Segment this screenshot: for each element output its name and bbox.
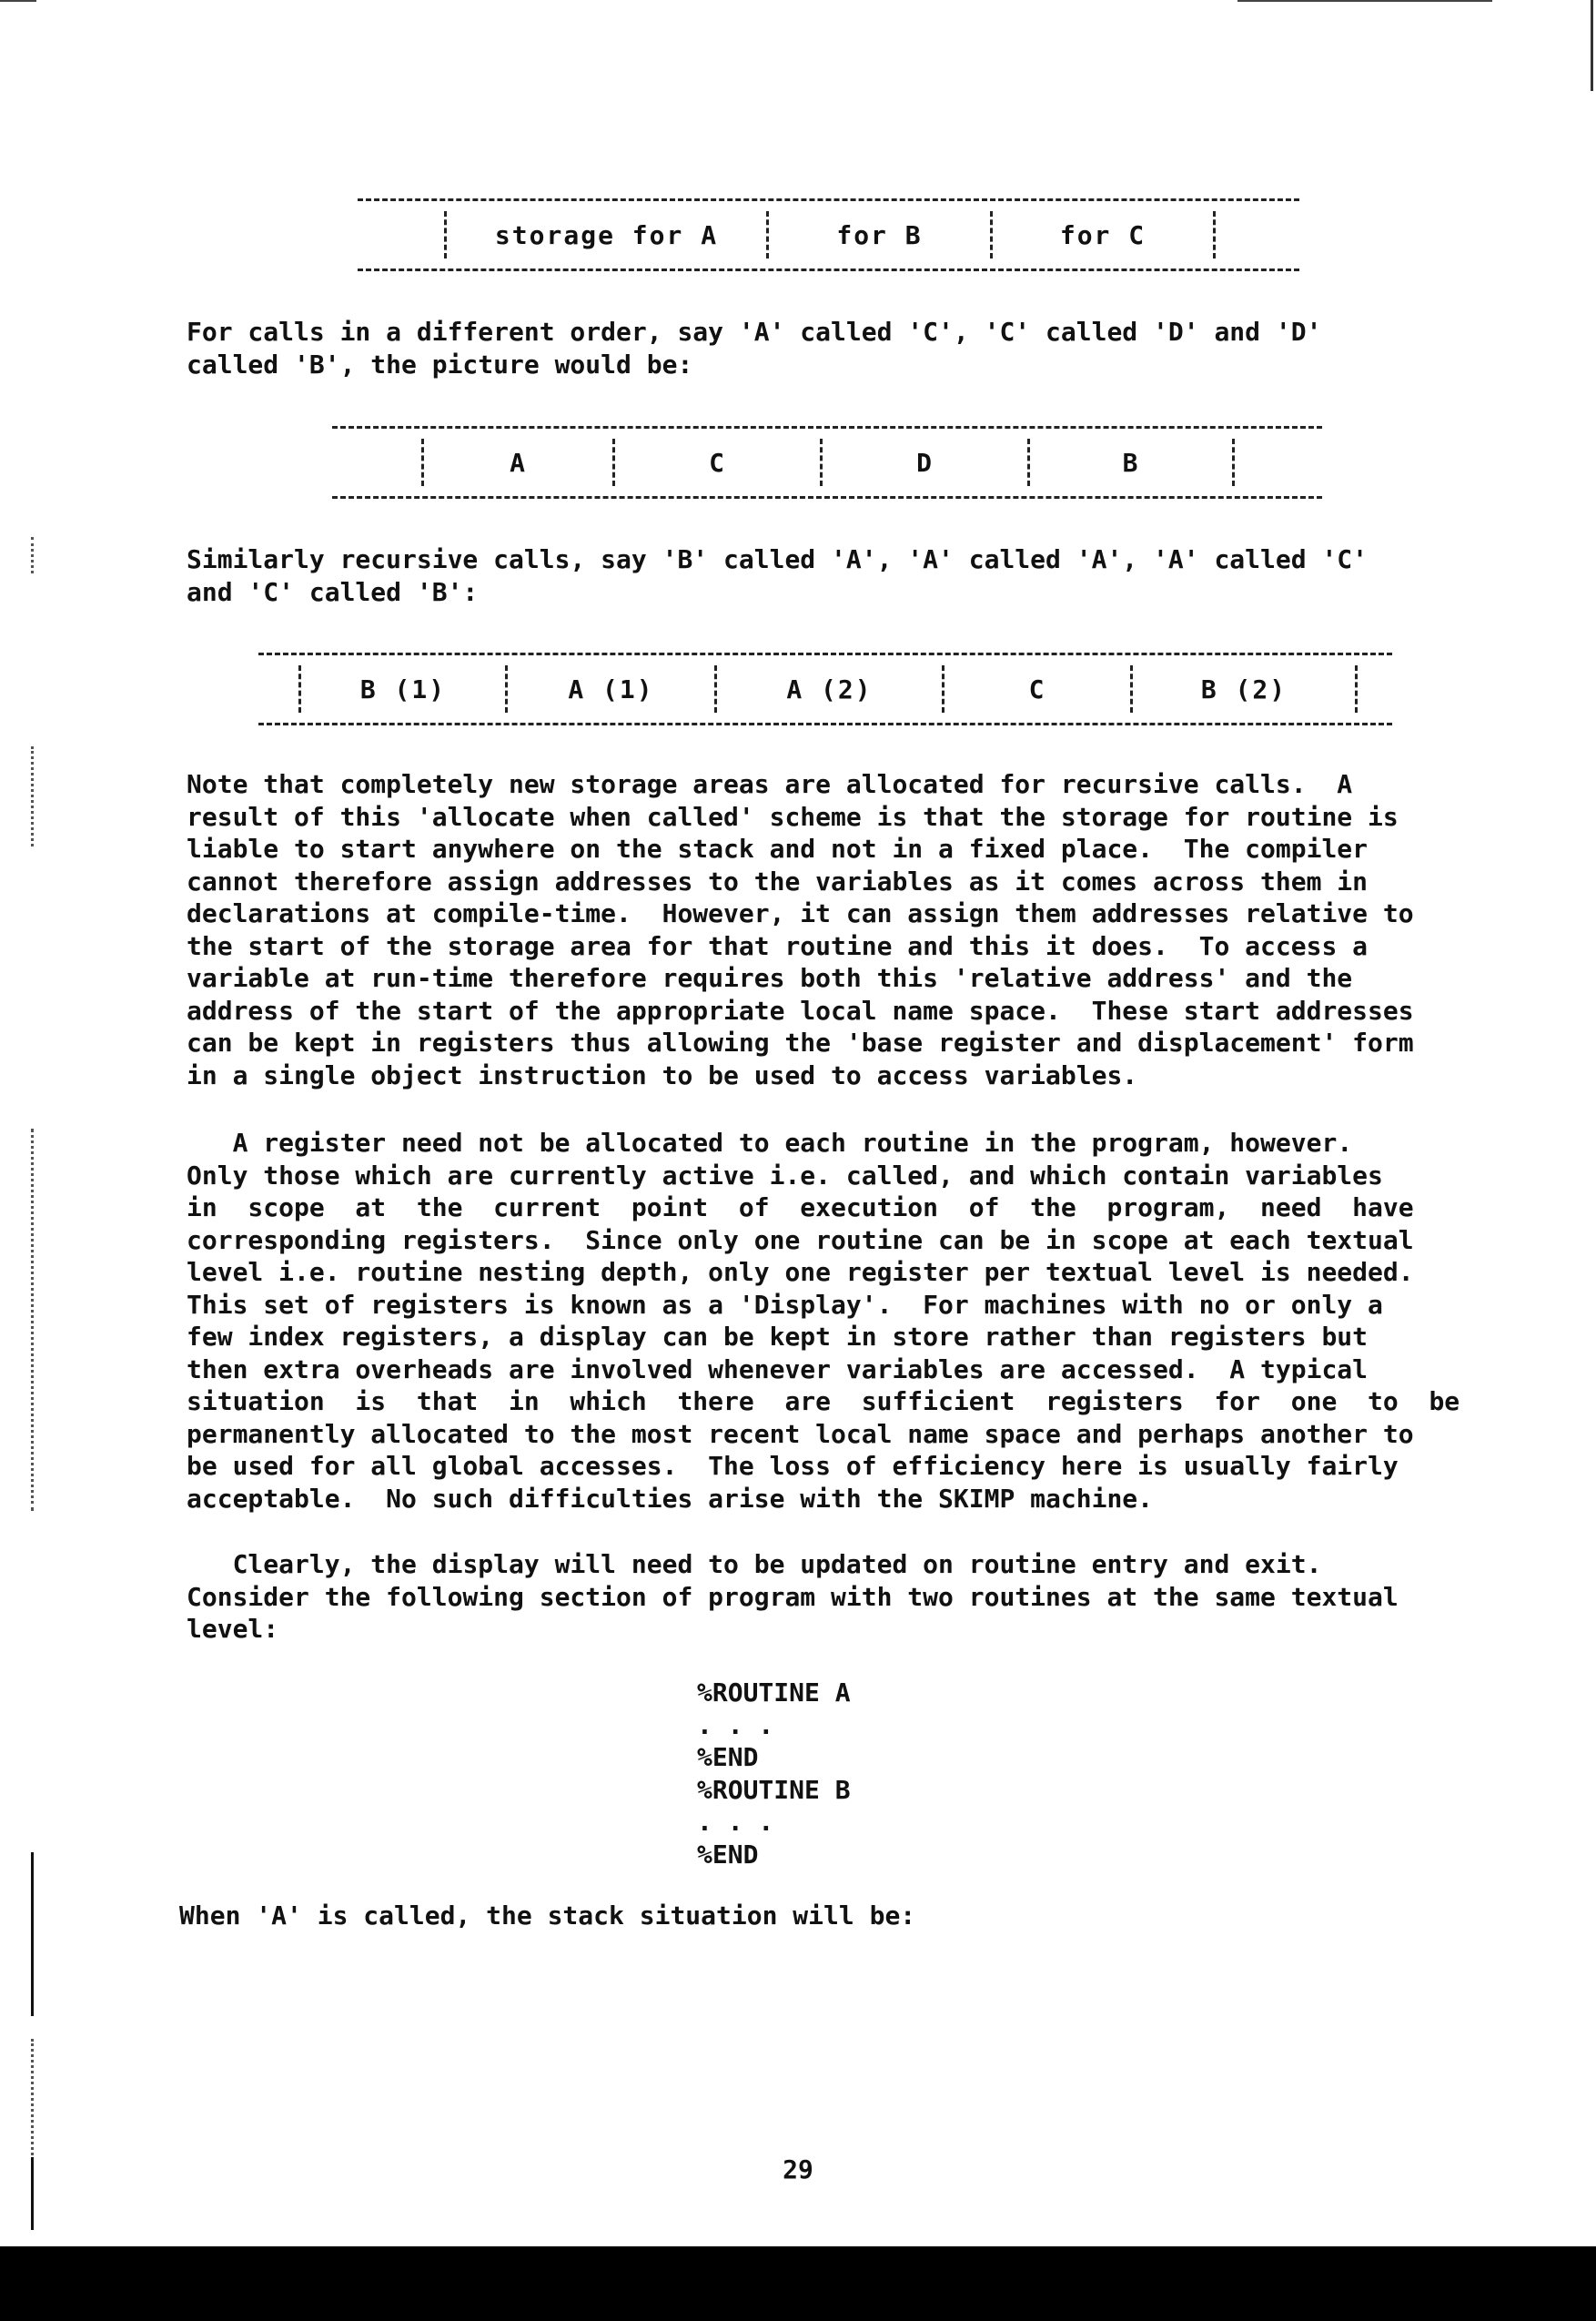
diagram-rule xyxy=(358,269,1299,271)
code-line: . . . xyxy=(697,1709,774,1740)
paragraph-text: A register need not be allocated to each routine in the program, however. Only those which are currently active i.e. called, and which contain variables in scope at the current point of execution of the program, need have corresponding registers. Since only one routine can be in scope at each textual level i.e. routine nesting depth, only one register per textual level is needed. This set of registers is known as a 'Display'. For machines with no or only a few index registers, a display can be kept in store rather than registers but then extra overheads are involved whenever variables are accessed. A typical situation is that in which there are sufficient registers for one to be permanently allocated to the most recent local name space and perhaps another to be used for all global accesses. The loss of efficiency here is usually fairly acceptable. No such difficulties arise with the SKIMP machine. xyxy=(187,1128,1460,1514)
stack-cell: B xyxy=(1027,439,1235,486)
paragraph-text: Clearly, the display will need to be updated on routine entry and exit. Consider the following section of program with two routines at the same textual level: xyxy=(187,1549,1399,1644)
code-line: %END xyxy=(697,1742,759,1772)
page-number: 29 xyxy=(783,2154,813,2184)
margin-mark xyxy=(31,746,34,846)
paragraph-text: For calls in a different order, say 'A' called 'C', 'C' called 'D' and 'D' called 'B', the picture would be: xyxy=(187,317,1322,380)
stack-cell: for B xyxy=(766,211,990,258)
code-listing xyxy=(697,1677,851,1870)
paragraph xyxy=(187,768,1465,1091)
margin-mark xyxy=(31,537,34,573)
paragraph-text: Similarly recursive calls, say 'B' called 'A', 'A' called 'A', 'A' called 'C' and 'C' called 'B': xyxy=(187,544,1369,607)
paragraph xyxy=(187,543,1465,608)
stack-cell: for C xyxy=(990,211,1216,258)
margin-mark xyxy=(31,1129,34,1511)
stack-cell: D xyxy=(820,439,1027,486)
scan-edge-right xyxy=(1237,0,1492,2)
stack-cell: A (2) xyxy=(714,665,942,713)
code-line: %ROUTINE B xyxy=(697,1774,851,1805)
margin-mark xyxy=(31,1852,34,2016)
margin-mark xyxy=(31,2039,34,2166)
stack-diagram-1 xyxy=(358,198,1299,271)
stack-cell: B (1) xyxy=(298,665,505,713)
stack-cell: C xyxy=(612,439,820,486)
margin-mark xyxy=(31,2157,34,2230)
code-line: . . . xyxy=(697,1807,774,1837)
diagram-rule xyxy=(258,653,1392,655)
paragraph xyxy=(187,316,1465,380)
paragraph-text: Note that completely new storage areas are allocated for recursive calls. A result of this 'allocate when called' scheme is that the storage for routine is liable to start anywhere on the stack and not in a fixed place. The compiler cannot therefore assign addresses to the variables as it comes across them in declarations at compile-time. However, it can assign them addresses relative to the start of the storage area for that routine and this it does. To access a variable at run-time therefore requires both this 'relative address' and the address of the start of the appropriate local name space. These start addresses can be kept in registers thus allowing the 'base register and displacement' form in a single object instruction to be used to access variables. xyxy=(187,769,1414,1090)
diagram-rule xyxy=(332,496,1322,499)
code-line: %ROUTINE A xyxy=(697,1677,851,1708)
diagram-rule xyxy=(332,426,1322,429)
stack-cell: storage for A xyxy=(444,211,766,258)
paragraph-text: When 'A' is called, the stack situation will be: xyxy=(179,1900,916,1931)
paragraph xyxy=(187,1548,1465,1646)
scan-bottom-bar xyxy=(0,2246,1596,2321)
code-line: %END xyxy=(697,1839,759,1870)
stack-cell: A xyxy=(421,439,612,486)
scan-edge-left xyxy=(0,0,36,2)
stack-cell: A (1) xyxy=(505,665,714,713)
diagram-rule xyxy=(358,198,1299,201)
stack-cell: C xyxy=(942,665,1130,713)
stack-diagram-3 xyxy=(258,653,1392,725)
right-edge-mark xyxy=(1591,0,1593,91)
stack-diagram-2 xyxy=(332,426,1322,499)
stack-cell: B (2) xyxy=(1130,665,1358,713)
diagram-rule xyxy=(258,723,1392,725)
paragraph xyxy=(179,1900,1458,1932)
paragraph xyxy=(187,1127,1465,1515)
